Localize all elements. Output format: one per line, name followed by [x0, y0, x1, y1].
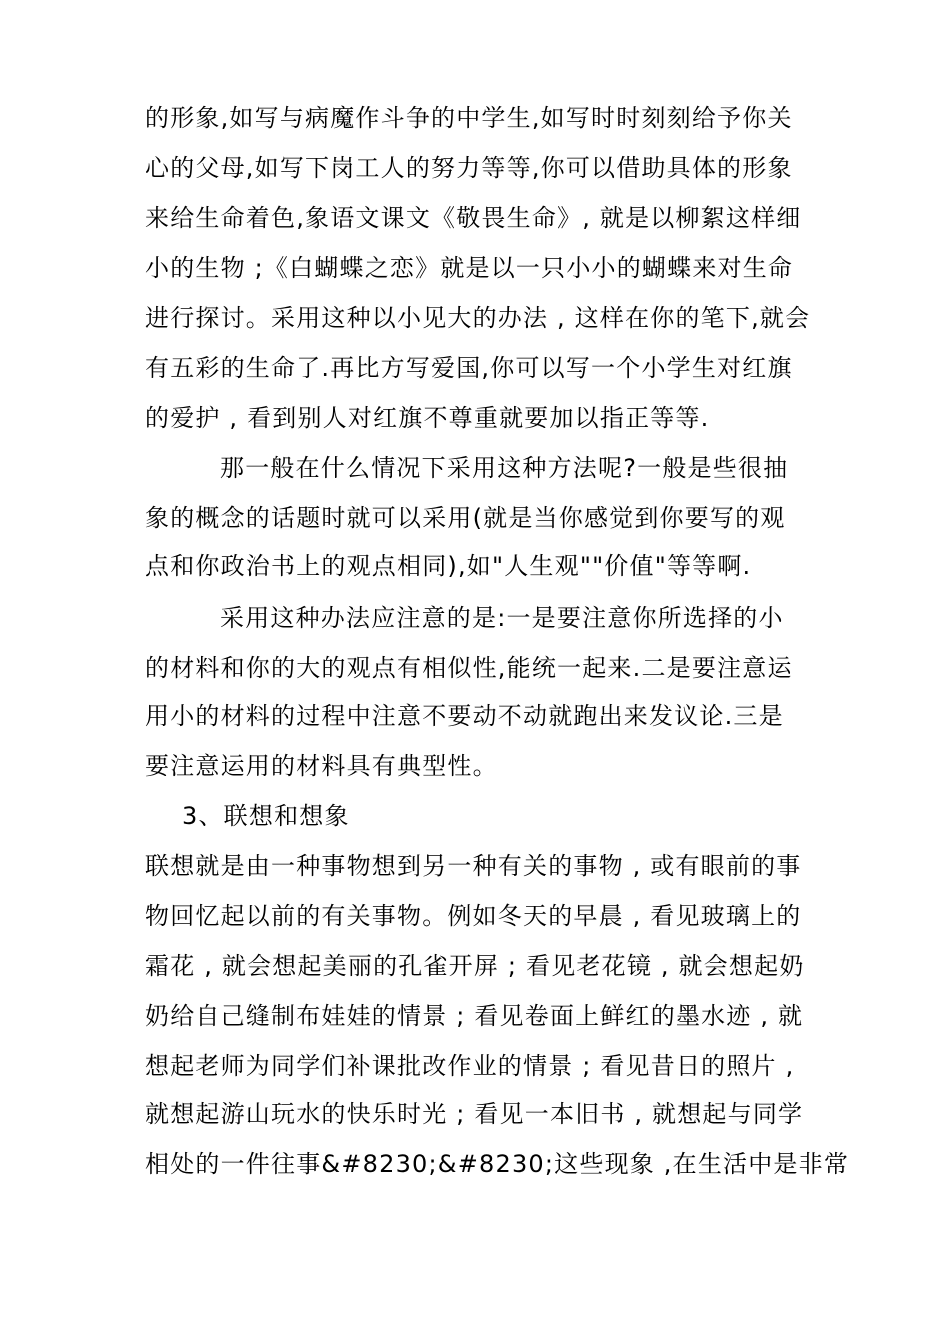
text-line: 象的概念的话题时就可以采用(就是当你感觉到你要写的观	[145, 504, 786, 532]
text-line: 的形象,如写与病魔作斗争的中学生,如写时时刻刻给予你关	[145, 104, 793, 132]
text-line: 想起老师为同学们补课批改作业的情景 ; 看见昔日的照片 ,	[145, 1052, 795, 1080]
text-line: 要注意运用的材料具有典型性。	[145, 752, 498, 780]
text-line: 点和你政治书上的观点相同),如"人生观""价值"等等啊.	[145, 552, 752, 580]
text-line: 心的父母,如写下岗工人的努力等等,你可以借助具体的形象	[145, 154, 793, 182]
paragraph-first-line: 采用这种办法应注意的是:一是要注意你所选择的小	[220, 604, 784, 632]
text-line: 来给生命着色,象语文课文《敬畏生命》, 就是以柳絮这样细	[145, 204, 802, 232]
paragraph-first-line: 那一般在什么情况下采用这种方法呢?一般是些很抽	[220, 454, 789, 482]
text-line: 相处的一件往事&#8230;&#8230;这些现象 ,在生活中是非常	[145, 1150, 850, 1178]
text-line: 霜花 , 就会想起美丽的孔雀开屏 ; 看见老花镜 , 就会想起奶	[145, 952, 805, 980]
text-line: 的材料和你的大的观点有相似性,能统一起来.二是要注意运	[145, 654, 793, 682]
text-line: 进行探讨。采用这种以小见大的办法 , 这样在你的笔下,就会	[145, 304, 811, 332]
text-line: 的爱护 , 看到别人对红旗不尊重就要加以指正等等.	[145, 404, 710, 432]
text-line: 小的生物 ;《白蝴蝶之恋》就是以一只小小的蝴蝶来对生命	[145, 254, 794, 282]
text-line: 用小的材料的过程中注意不要动不动就跑出来发议论.三是	[145, 702, 784, 730]
text-line: 奶给自己缝制布娃娃的情景 ; 看见卷面上鲜红的墨水迹 , 就	[145, 1002, 804, 1030]
section-heading: 3、联想和想象	[182, 802, 350, 830]
text-line: 物回忆起以前的有关事物。例如冬天的早晨 , 看见玻璃上的	[145, 902, 802, 930]
text-line: 就想起游山玩水的快乐时光 ; 看见一本旧书 , 就想起与同学	[145, 1100, 804, 1128]
text-line: 有五彩的生命了.再比方写爱国,你可以写一个小学生对红旗	[145, 354, 793, 382]
text-line: 联想就是由一种事物想到另一种有关的事物 , 或有眼前的事	[145, 852, 802, 880]
